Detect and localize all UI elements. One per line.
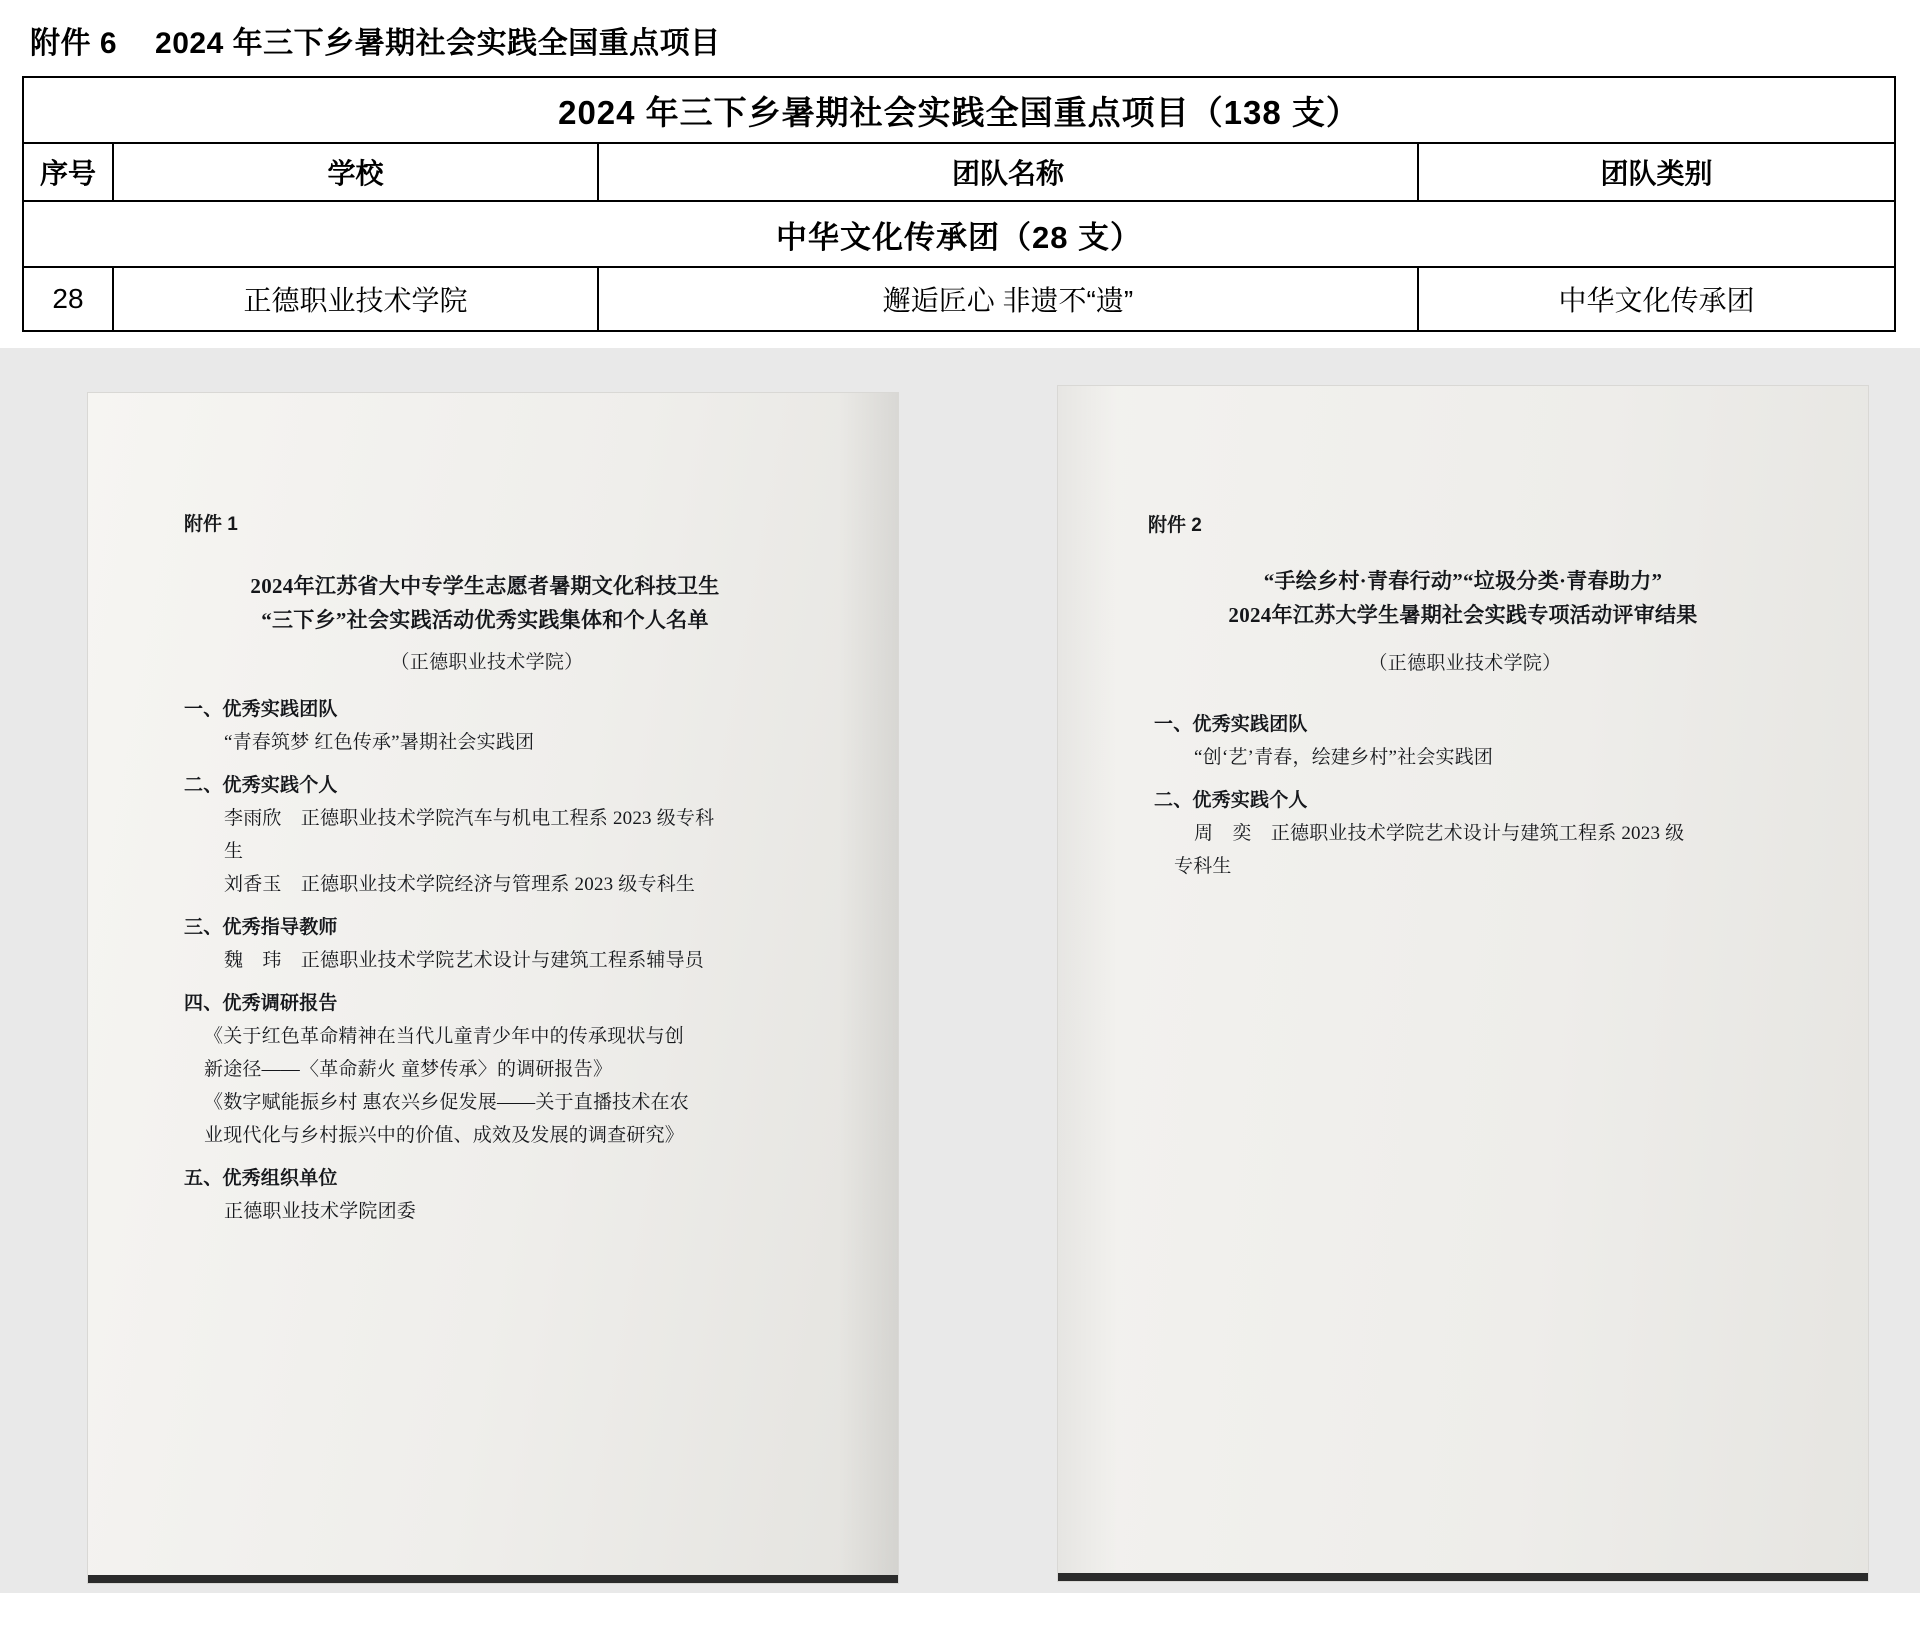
scanned-page-attachment-2 [1058, 386, 1868, 1581]
cell-team-category: 中华文化传承团 [1418, 267, 1895, 331]
scan-section-item: 正德职业技术学院团委 [224, 1201, 417, 1222]
column-header-team-name: 团队名称 [598, 143, 1418, 201]
scan-title-left-line2: “三下乡”社会实践活动优秀实践集体和个人名单 [261, 608, 709, 632]
page-title [0, 0, 1920, 76]
column-header-index: 序号 [23, 143, 113, 201]
cell-team-name: 邂逅匠心 非遗不“遗” [598, 267, 1418, 331]
scan-attachment-label-left: 附件 1 [184, 514, 238, 535]
scan-section-item: “创‘艺’青春，绘建乡村”社会实践团 [1194, 747, 1494, 768]
section-title: 中华文化传承团（28 支） [23, 201, 1895, 267]
scanned-page-attachment-1 [88, 393, 898, 1583]
scan-title-right [1058, 564, 1868, 632]
scan-subtitle-left: （正德职业技术学院） [390, 652, 584, 673]
scan-section-item: 新途径——〈革命薪火 童梦传承〉的调研报告》 [204, 1059, 613, 1080]
scan-attachment-label-right: 附件 2 [1148, 515, 1202, 536]
scan-section-item: 周 奕 正德职业技术学院艺术设计与建筑工程系 2023 级 [1194, 823, 1685, 844]
project-table-container [0, 76, 1920, 332]
page-title-text: 2024 年三下乡暑期社会实践全国重点项目 [155, 27, 721, 60]
scan-section-heading: 一、优秀实践团队 [184, 699, 338, 720]
scan-section-item: 生 [224, 841, 244, 862]
scan-section-item: 李雨欣 正德职业技术学院汽车与机电工程系 2023 级专科 [224, 808, 715, 829]
scan-section-item: 《关于红色革命精神在当代儿童青少年中的传承现状与创 [204, 1026, 685, 1047]
cell-index: 28 [23, 267, 113, 331]
scan-subtitle-right: （正德职业技术学院） [1368, 653, 1562, 674]
scan-section-heading: 二、优秀实践个人 [184, 775, 338, 796]
scan-body-left [184, 693, 840, 1228]
scan-section-item: 业现代化与乡村振兴中的价值、成效及发展的调查研究》 [204, 1125, 685, 1146]
attachment-number: 附件 6 [30, 27, 118, 60]
scan-title-right-line1: “手绘乡村·青春行动”“垃圾分类·青春助力” [1263, 569, 1663, 593]
scan-section-item: “青春筑梦 红色传承”暑期社会实践团 [224, 732, 535, 753]
table-row [23, 267, 1895, 331]
column-header-team-category: 团队类别 [1418, 143, 1895, 201]
scan-title-left [80, 569, 890, 637]
scan-section-item: 魏 玮 正德职业技术学院艺术设计与建筑工程系辅导员 [224, 950, 705, 971]
table-title: 2024 年三下乡暑期社会实践全国重点项目（138 支） [23, 77, 1895, 143]
project-table [22, 76, 1896, 332]
table-header-row [23, 143, 1895, 201]
scan-section-item: 专科生 [1174, 856, 1232, 877]
scan-section-heading: 二、优秀实践个人 [1154, 790, 1308, 811]
column-header-school: 学校 [113, 143, 598, 201]
table-section-row [23, 201, 1895, 267]
scan-section-heading: 三、优秀指导教师 [184, 917, 338, 938]
scanned-documents-area [0, 348, 1920, 1593]
scan-section-heading: 一、优秀实践团队 [1154, 714, 1308, 735]
scan-section-heading: 五、优秀组织单位 [184, 1168, 338, 1189]
scan-section-item: 《数字赋能振乡村 惠农兴乡促发展——关于直播技术在农 [204, 1092, 689, 1113]
cell-school: 正德职业技术学院 [113, 267, 598, 331]
table-title-row [23, 77, 1895, 143]
scan-section-item: 刘香玉 正德职业技术学院经济与管理系 2023 级专科生 [224, 874, 696, 895]
scan-body-right [1154, 708, 1810, 883]
scan-section-heading: 四、优秀调研报告 [184, 993, 338, 1014]
scan-title-right-line2: 2024年江苏大学生暑期社会实践专项活动评审结果 [1228, 603, 1698, 627]
scan-title-left-line1: 2024年江苏省大中专学生志愿者暑期文化科技卫生 [250, 574, 720, 598]
